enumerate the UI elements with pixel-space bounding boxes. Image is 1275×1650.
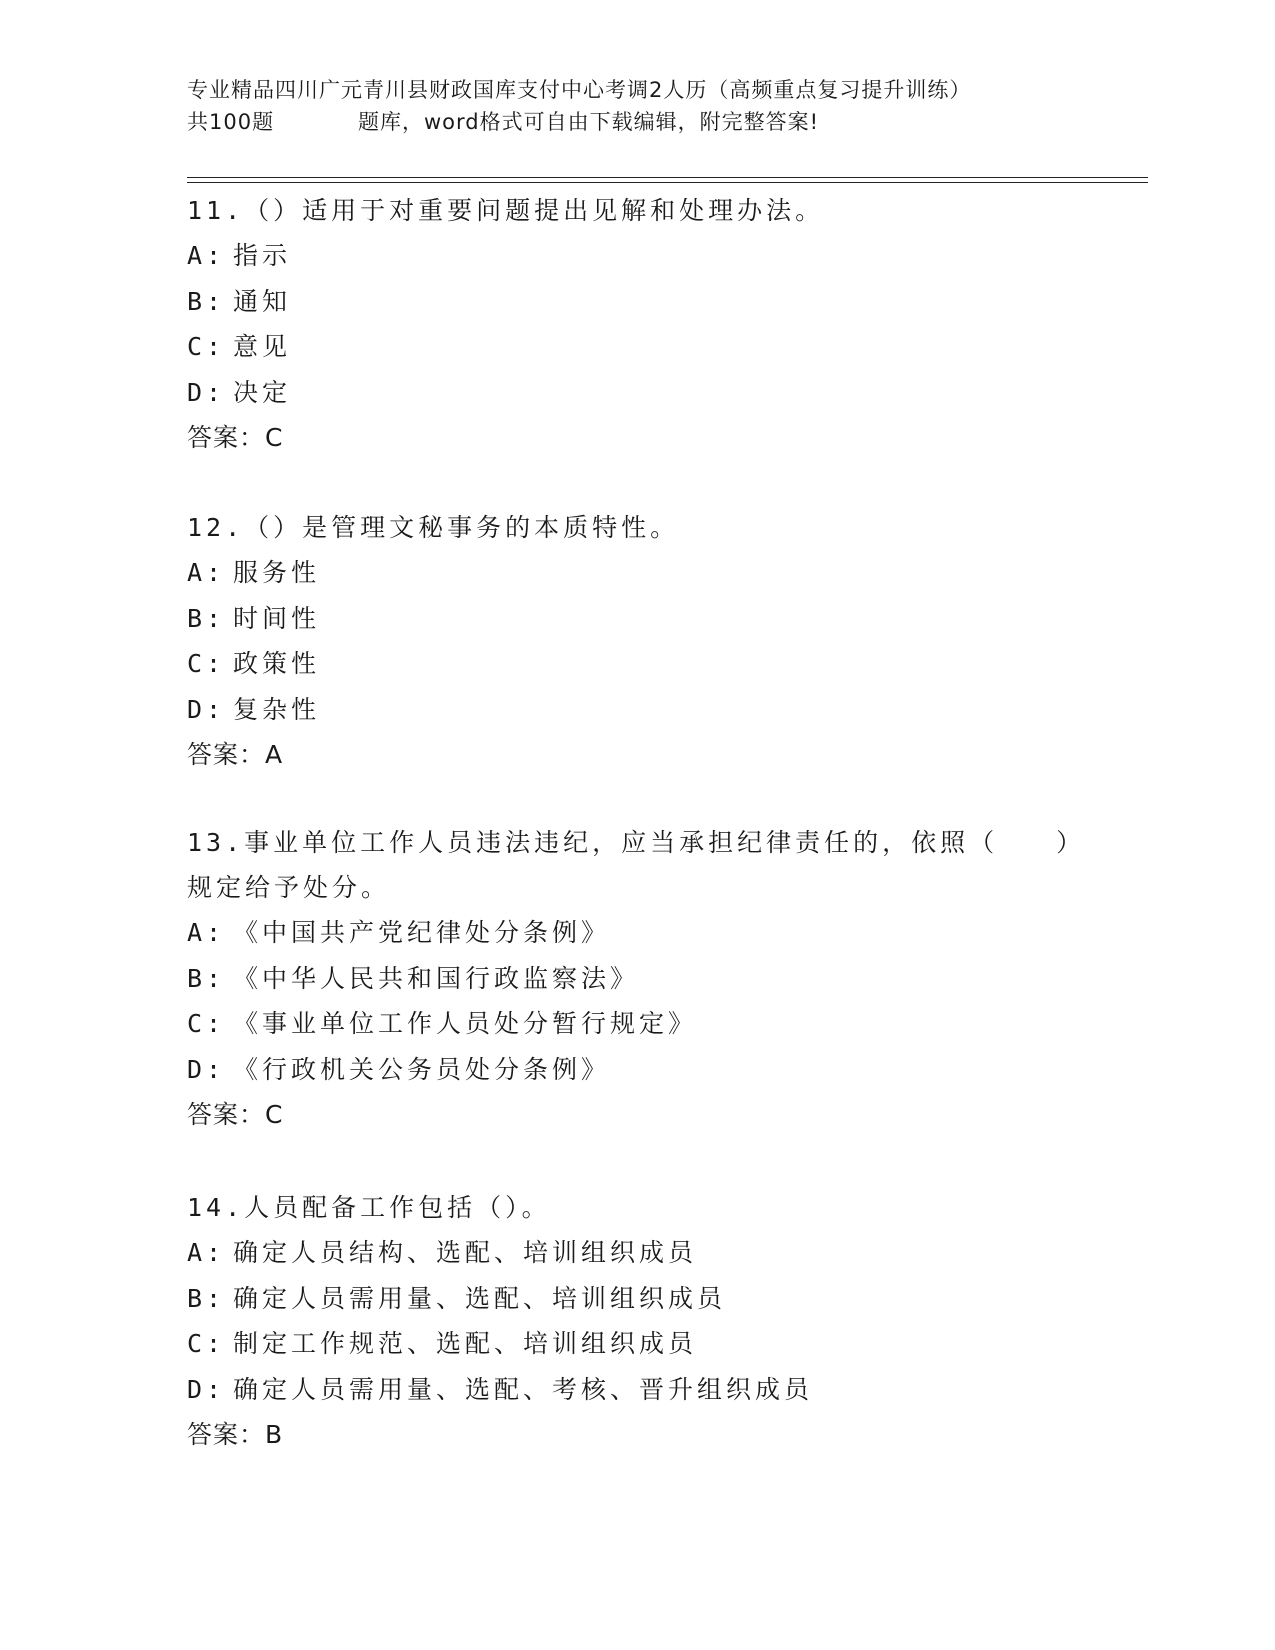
question-count: 共100题	[187, 110, 275, 134]
option-letter: A:	[187, 1238, 226, 1267]
option-c	[187, 324, 1087, 370]
answer-line: 答案：A	[187, 740, 284, 769]
option-c	[187, 1321, 1087, 1367]
header-subtitle	[187, 106, 1087, 138]
option-d	[187, 370, 1087, 416]
header-title: 专业精品四川广元青川县财政国库支付中心考调2人历（高频重点复习提升训练）	[187, 78, 972, 102]
option-b	[187, 279, 1087, 325]
option-letter: A:	[187, 918, 226, 947]
option-a	[187, 1230, 1087, 1276]
answer-line: 答案：C	[187, 423, 284, 452]
option-letter: C:	[187, 1009, 226, 1038]
option-text: 复杂性	[233, 694, 321, 724]
option-text: 《中国共产党纪律处分条例》	[233, 918, 611, 947]
question-13	[187, 820, 1087, 1137]
question-12	[187, 505, 1087, 777]
answer-line: 答案：B	[187, 1420, 284, 1449]
option-letter: B:	[187, 1283, 226, 1313]
header-divider-bottom	[187, 182, 1148, 183]
option-d	[187, 1367, 1087, 1413]
option-b	[187, 956, 1087, 1002]
option-a	[187, 550, 1087, 596]
question-stem: 13.事业单位工作人员违法违纪，应当承担纪律责任的，依照（ ）	[187, 828, 1086, 857]
option-text: 政策性	[233, 649, 321, 678]
option-text: 确定人员需用量、选配、考核、晋升组织成员	[233, 1374, 814, 1404]
option-letter: C:	[187, 649, 226, 678]
option-b	[187, 1276, 1087, 1322]
option-text: 通知	[233, 286, 292, 316]
option-a	[187, 910, 1087, 956]
option-b	[187, 596, 1087, 642]
option-text: 确定人员需用量、选配、培训组织成员	[233, 1283, 727, 1313]
option-letter: B:	[187, 963, 226, 993]
option-text: 时间性	[233, 603, 321, 633]
option-letter: C:	[187, 332, 226, 361]
header-divider-top	[187, 177, 1148, 178]
option-letter: C:	[187, 1329, 226, 1358]
option-text: 制定工作规范、选配、培训组织成员	[233, 1329, 698, 1358]
question-11	[187, 188, 1087, 460]
option-letter: D:	[187, 377, 226, 407]
question-stem: 11.（）适用于对重要问题提出见解和处理办法。	[187, 196, 825, 225]
option-text: 《行政机关公务员处分条例》	[233, 1054, 611, 1084]
option-letter: B:	[187, 286, 226, 316]
option-letter: B:	[187, 603, 226, 633]
option-letter: D:	[187, 1374, 226, 1404]
question-stem: 12.（）是管理文秘事务的本质特性。	[187, 513, 680, 542]
option-letter: D:	[187, 694, 226, 724]
option-letter: D:	[187, 1054, 226, 1084]
question-stem-continued: 规定给予处分。	[187, 873, 391, 902]
document-header	[187, 74, 1087, 138]
header-description: 题库，word格式可自由下载编辑，附完整答案!	[358, 110, 820, 134]
option-text: 确定人员结构、选配、培训组织成员	[233, 1238, 698, 1267]
option-text: 服务性	[233, 558, 321, 587]
question-stem: 14.人员配备工作包括（）。	[187, 1193, 551, 1222]
question-14	[187, 1185, 1087, 1457]
option-c	[187, 1001, 1087, 1047]
answer-line: 答案：C	[187, 1100, 284, 1129]
option-text: 《中华人民共和国行政监察法》	[233, 963, 640, 993]
option-d	[187, 1047, 1087, 1093]
option-text: 决定	[233, 377, 292, 407]
option-text: 《事业单位工作人员处分暂行规定》	[233, 1009, 698, 1038]
option-letter: A:	[187, 558, 226, 587]
option-a	[187, 233, 1087, 279]
option-letter: A:	[187, 241, 226, 270]
option-text: 指示	[233, 241, 292, 270]
option-c	[187, 641, 1087, 687]
option-text: 意见	[233, 332, 292, 361]
option-d	[187, 687, 1087, 733]
